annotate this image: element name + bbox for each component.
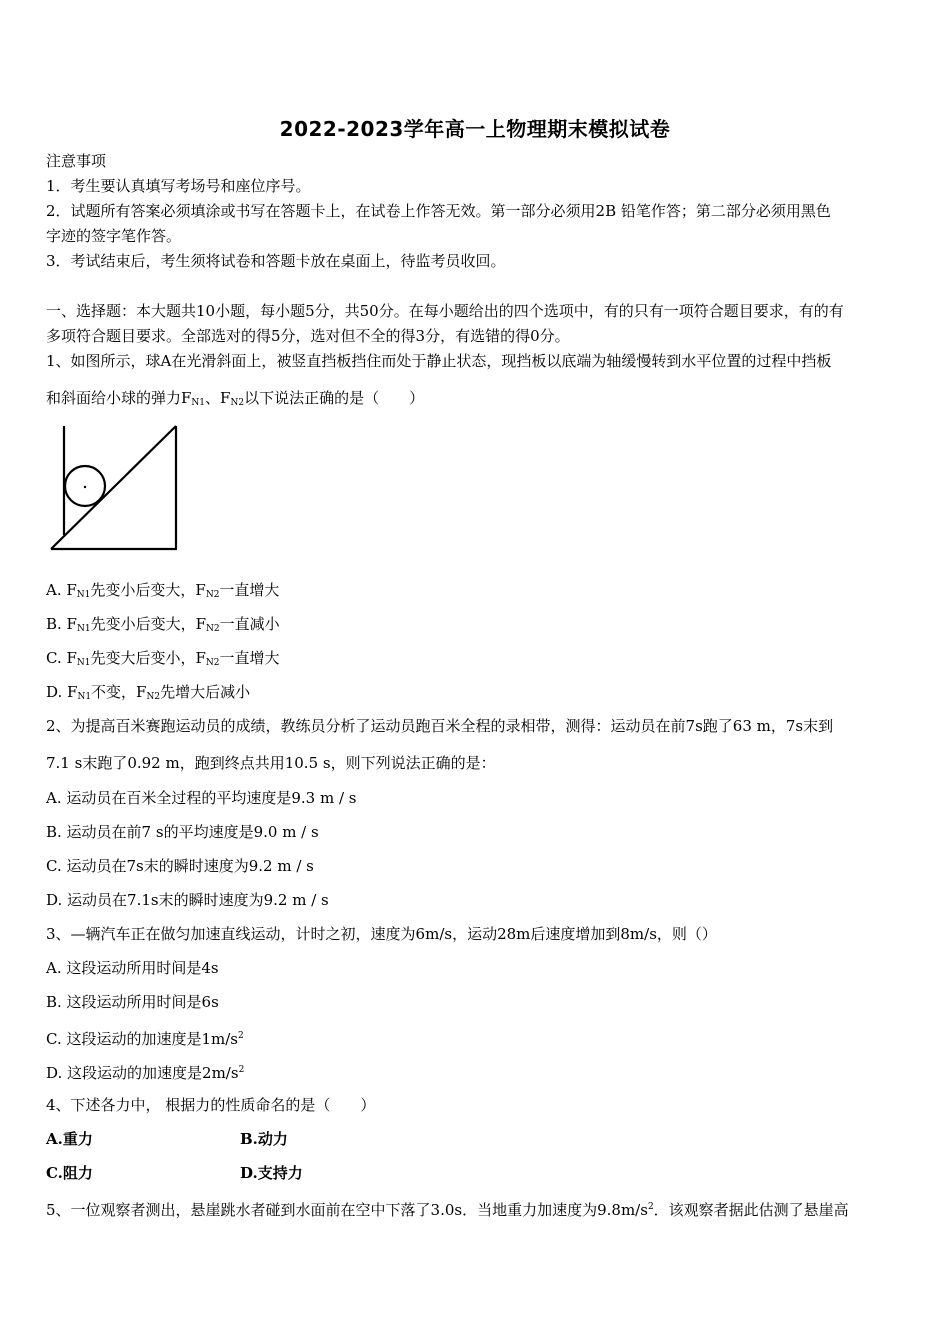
- notice-item: 3．考试结束后，考生须将试卷和答题卡放在桌面上，待监考员收回。: [46, 252, 506, 270]
- incline-figure: [45, 420, 185, 560]
- question-3-option-a[interactable]: A. 这段运动所用时间是4s: [46, 959, 219, 977]
- question-2-stem-cont: 7.1 s末跑了0.92 m，跑到终点共用10.5 s，则下列说法正确的是：: [46, 754, 496, 772]
- question-3-option-d[interactable]: D. 这段运动的加速度是$2m/s^2$: [46, 1064, 245, 1082]
- section-instructions: 多项符合题目要求。全部选对的得5分，选对但不全的得3分，有选错的得0分。: [46, 327, 570, 345]
- question-1-option-b[interactable]: B. $F_{N1}$先变小后变大，$F_{N2}$一直减小: [46, 615, 280, 634]
- question-1-stem: 1、如图所示，球A在光滑斜面上，被竖直挡板挡住而处于静止状态，现挡板以底端为轴缓慢转到水平位置的过程中挡板: [46, 352, 832, 370]
- question-2-stem: 2、为提高百米赛跑运动员的成绩，教练员分析了运动员跑百米全程的录相带，测得：运动员在前7s跑了63 m，7s末到: [46, 717, 834, 735]
- question-1-option-d[interactable]: D. $F_{N1}$不变，$F_{N2}$先增大后减小: [46, 683, 251, 702]
- notice-heading: 注意事项: [46, 152, 107, 170]
- question-2-option-d[interactable]: D. 运动员在7.1s末的瞬时速度为9.2 m / s: [46, 891, 329, 909]
- question-1-option-c[interactable]: C. $F_{N1}$先变大后变小，$F_{N2}$一直增大: [46, 649, 280, 668]
- notice-item: 1．考生要认真填写考场号和座位序号。: [46, 177, 311, 195]
- question-3-stem: 3、—辆汽车正在做匀加速直线运动，计时之初，速度为6m/s，运动28m后速度增加到8m/s，则（）: [46, 925, 717, 943]
- question-4-option-b[interactable]: B.动力: [240, 1130, 288, 1148]
- question-2-option-c[interactable]: C. 运动员在7s末的瞬时速度为9.2 m / s: [46, 857, 314, 875]
- notice-item: 字迹的签字笔作答。: [46, 227, 182, 245]
- question-2-option-b[interactable]: B. 运动员在前7 s的平均速度是9.0 m / s: [46, 823, 319, 841]
- question-1-option-a[interactable]: A. $F_{N1}$先变小后变大，$F_{N2}$一直增大: [46, 581, 280, 600]
- section-instructions: 一、选择题：本大题共10小题，每小题5分，共50分。在每小题给出的四个选项中，有的只有一项符合题目要求，有的有: [46, 302, 844, 320]
- question-3-option-c[interactable]: C. 这段运动的加速度是$1m/s^2$: [46, 1030, 244, 1048]
- question-4-option-a[interactable]: A.重力: [46, 1130, 93, 1148]
- page-title: 2022-2023学年高一上物理期末模拟试卷: [279, 117, 671, 141]
- notice-item: 2．试题所有答案必须填涂或书写在答题卡上，在试卷上作答无效。第一部分必须用2B 铅笔作答；第二部分必须用黑色: [46, 202, 831, 220]
- question-4-option-c[interactable]: C.阻力: [46, 1164, 93, 1182]
- question-3-option-b[interactable]: B. 这段运动所用时间是6s: [46, 993, 219, 1011]
- question-4-stem: 4、下述各力中， 根据力的性质命名的是（ ）: [46, 1096, 376, 1114]
- question-2-option-a[interactable]: A. 运动员在百米全过程的平均速度是9.3 m / s: [46, 789, 357, 807]
- question-1-stem-cont: 和斜面给小球的弹力$F_{N1}$、$F_{N2}$以下说法正确的是（ ）: [46, 389, 425, 408]
- question-5-stem: 5、一位观察者测出，悬崖跳水者碰到水面前在空中下落了3.0s．当地重力加速度为$9.8m/s^2$．该观察者据此估测了悬崖高: [46, 1201, 849, 1219]
- question-4-option-d[interactable]: D.支持力: [240, 1164, 303, 1182]
